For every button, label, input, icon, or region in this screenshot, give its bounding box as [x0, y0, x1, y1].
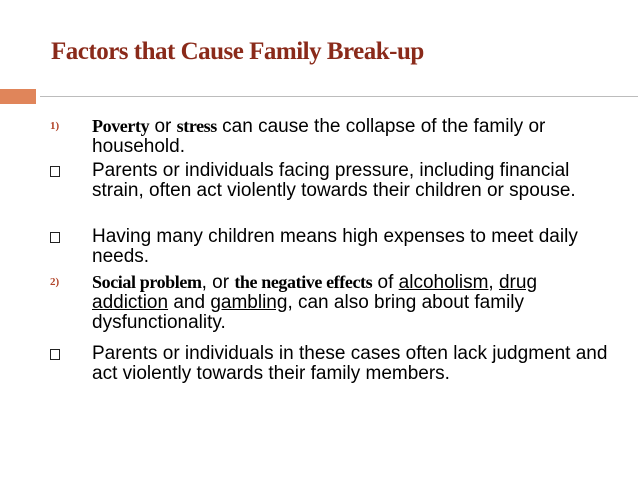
text-run: , [488, 272, 499, 293]
list-item-text [92, 272, 612, 333]
text-run: can cause the collapse of the family or household. [92, 116, 546, 157]
link-alcoholism[interactable]: alcoholism [398, 272, 489, 293]
emphasis-social-problem: Social problem [92, 272, 202, 292]
list-item-text: Parents or individuals in these cases often lack judgment and act violently towards their family members. [92, 343, 608, 384]
square-bullet-icon [50, 232, 60, 243]
emphasis-negative-effects: the negative effects [234, 272, 373, 292]
emphasis-stress: stress [176, 116, 217, 136]
number-marker: 2) [50, 276, 60, 288]
text-run: and [168, 292, 211, 313]
text-run: of [372, 272, 399, 293]
slide-title: Factors that Cause Family Break-up [51, 38, 424, 65]
text-run: , or [201, 272, 235, 293]
square-bullet-icon [50, 349, 60, 360]
list-item-text [92, 116, 612, 157]
square-bullet-icon [50, 166, 60, 177]
text-run: or [149, 116, 177, 137]
title-accent-bar [0, 89, 36, 104]
title-divider [40, 96, 638, 97]
link-gambling[interactable]: gambling [210, 292, 288, 313]
number-marker: 1) [50, 120, 60, 132]
text-run: , can also bring about family dysfunctionality. [92, 292, 525, 333]
emphasis-poverty: Poverty [92, 116, 150, 136]
link-drug-addiction[interactable]: drug addiction [92, 272, 538, 313]
list-item-text: Parents or individuals facing pressure, including financial strain, often act violently towards their children or spouse. [92, 160, 576, 201]
list-item-text: Having many children means high expenses to meet daily needs. [92, 226, 578, 267]
